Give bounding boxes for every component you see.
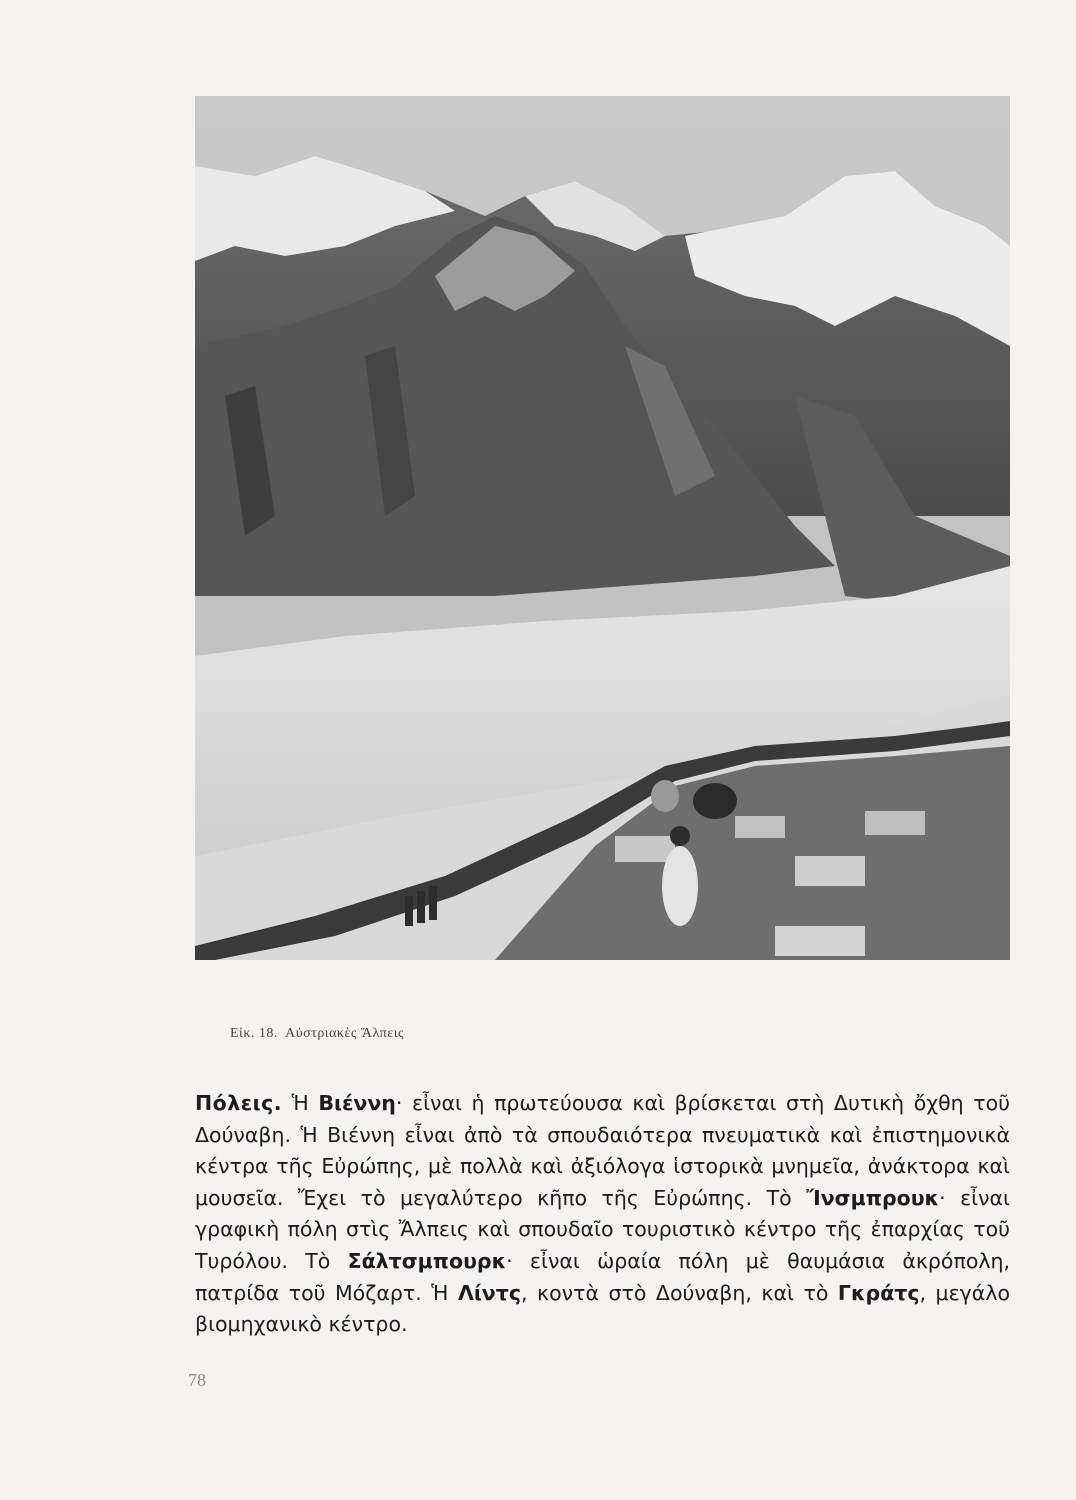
section-heading-cities: Πόλεις. (195, 1091, 283, 1115)
city-linz: Λίντς (457, 1280, 522, 1305)
alps-photograph (195, 96, 1010, 960)
city-innsbruck: Ἴνσμπρουκ (806, 1185, 940, 1210)
figure-caption-label: Εἰκ. 18. (230, 1026, 278, 1041)
text-run: · εἶναι γραφικὴ πόλη στὶς Ἄλπεις καὶ σπουδαῖο τουριστικὸ κέντρο τῆς ἐπαρχίας τοῦ Τυρόλου. Τὸ (195, 1185, 1010, 1273)
text-run: · εἶναι ἡ πρωτεύουσα καὶ βρίσκεται στὴ Δυτικὴ ὄχθη τοῦ Δούναβη. Ἡ Βιέννη εἶναι ἀπὸ τὰ σπουδαιότερα πνευματικὰ καὶ ἐπιστημονικὰ κέντρα τῆς Εὐρώπης, μὲ πολλὰ καὶ ἀξιόλογα ἱστορικὰ μνημεῖα, ἀνάκτορα καὶ μουσεῖα. Ἔχει τὸ μεγαλύτερο κῆπο τῆς Εὐρώπης. Τὸ (195, 1091, 1010, 1210)
text-run: , μεγάλο βιομηχανικὸ κέντρο. (195, 1280, 1010, 1337)
figure-caption-text: Αὐστριακὲς Ἄλπεις (285, 1026, 405, 1041)
alps-photo-illustration (195, 96, 1010, 960)
page-number: 78 (188, 1370, 206, 1390)
city-vienna: Βιέννη (318, 1091, 396, 1115)
text-run: · εἶναι ὡραία πόλη μὲ θαυμάσια ἀκρόπολη, πατρίδα τοῦ Μόζαρτ. Ἡ (195, 1248, 1010, 1305)
city-salzburg: Σάλτσμπουρκ (347, 1248, 507, 1273)
city-graz: Γκράτς (837, 1280, 920, 1305)
text-run: , κοντὰ στὸ Δούναβη, καὶ τὸ (521, 1280, 838, 1305)
text-run: Ἡ (282, 1091, 319, 1115)
body-paragraph (195, 1088, 1010, 1341)
figure-caption (230, 1026, 404, 1042)
